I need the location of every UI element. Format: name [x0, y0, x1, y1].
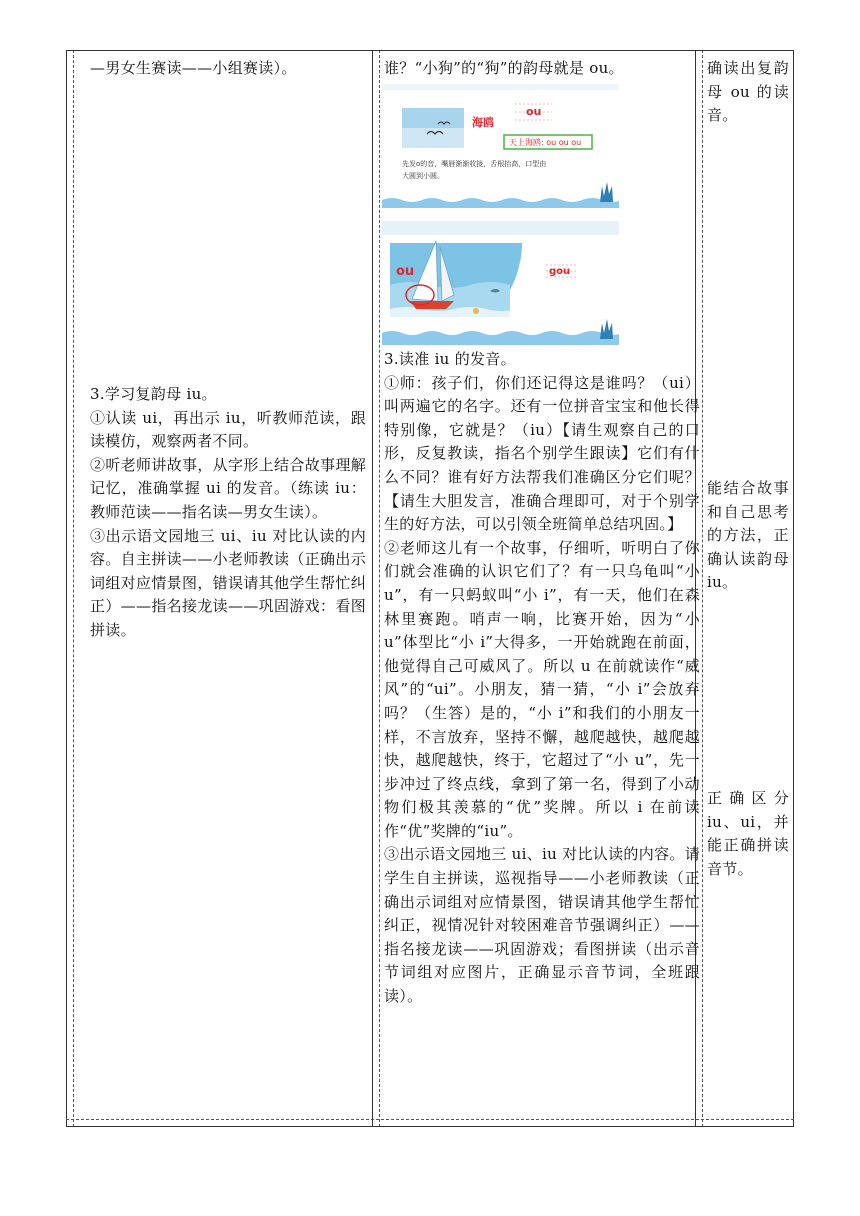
section-title: 3.学习复韵母 iu。 [90, 385, 217, 403]
paragraph: ③出示语文园地三 ui、iu 对比认读的内容。请学生自主拼读，巡视指导——小老师教读（正确出示词组对应情景图，错误请其他学生帮忙纠正，视情况针对较困难音节强调纠正）——指名接龙读——巩固游戏；看图拼读（出示音节词组对应图片，正确显示音节词，全班跟读）。 [384, 845, 700, 1006]
table-divider [73, 50, 74, 1127]
table-border-top [66, 50, 794, 51]
col2-top-line: 谁？“小狗”的“狗”的韵母就是 ou。 [384, 59, 624, 77]
col1-top-line: —男女生赛读——小组赛读）。 [90, 59, 297, 77]
table-divider [372, 50, 373, 1127]
table-border-bottom [66, 1126, 794, 1127]
gou-label: gou [549, 266, 571, 277]
table-divider [379, 50, 380, 1127]
table-border-left [66, 50, 67, 1127]
table-divider [66, 1119, 794, 1120]
table-divider [702, 50, 703, 1127]
seagull-word: 海鸥 [472, 116, 494, 129]
seagull-box-text: 天上海鸥: ou ou ou [509, 138, 582, 147]
ou-label: ou [396, 264, 415, 279]
col1-section [90, 383, 366, 643]
sailboat-slide-image [382, 221, 619, 345]
section-title: 3.读准 iu 的发音。 [384, 350, 516, 368]
paragraph: ②老师这儿有一个故事，仔细听，听明白了你们就会准确的认识它们了？有一只乌龟叫“小 u”，有一只蚂蚁叫“小 i”，有一天，他们在森林里赛跑。哨声一响，比赛开始，因为“小 u”体型比“小 i”大得多，一开始就跑在前面，他觉得自己可威风了。所以 u 在前就读作“威风”的“ui”。小朋友，猜一猜，“小 i”会放弃吗？（生答）是的，“小 i”和我们的小朋友一样，不言放弃，坚持不懈，越爬越快，越爬越快，越爬越快，终于，它超过了“小 u”，先一步冲过了终点线，拿到了第一名，得到了小动物们极其羡慕的“优”奖牌。所以 i 在前读作“优”奖牌的“iu”。 [384, 538, 700, 840]
lesson-table [66, 50, 794, 1127]
seagull-caption: 先发o的音，嘴唇渐渐收拢，舌根抬高，口型由 [402, 160, 547, 168]
paragraph: ①师：孩子们，你们还记得这是谁吗？（ui）叫两遍它的名字。还有一位拼音宝宝和他长得特别像，它就是？（iu）【请生观察自己的口形，反复教读，指名个别学生跟读】它们有什么不同？谁有好方法帮我们准确区分它们呢？【请生大胆发言，准确合理即可，对于个别学生的好方法，可以引领全班简单总结巩固。】 [384, 373, 700, 534]
objective-note: 确读出复韵母 ou 的读音。 [707, 59, 789, 125]
table-border-right [793, 50, 794, 1127]
seagull-caption: 大圆到小圆。 [402, 172, 444, 180]
objective-note: 能结合故事和自己思考的方法，正确认读韵母 iu。 [707, 479, 789, 592]
list-item: ③出示语文园地三 ui、iu 对比认读的内容。自主拼读——小老师教读（正确出示词组对应情景图，错误请其他学生帮忙纠正）——指名接龙读——巩固游戏：看图拼读。 [90, 526, 366, 639]
list-item: ①认读 ui，再出示 iu，听教师范读，跟读模仿，观察两者不同。 [90, 408, 366, 451]
seagull-slide-image [382, 84, 619, 208]
col2-section [384, 348, 700, 1009]
objective-note: 正确区分 iu、ui，并能正确拼读音节。 [707, 789, 789, 878]
list-item: ②听老师讲故事，从字形上结合故事理解记忆，准确掌握 ui 的发音。（练读 iu：教师范读——指名读—男女生读）。 [90, 455, 366, 521]
ou-syllable: ou [526, 105, 542, 118]
